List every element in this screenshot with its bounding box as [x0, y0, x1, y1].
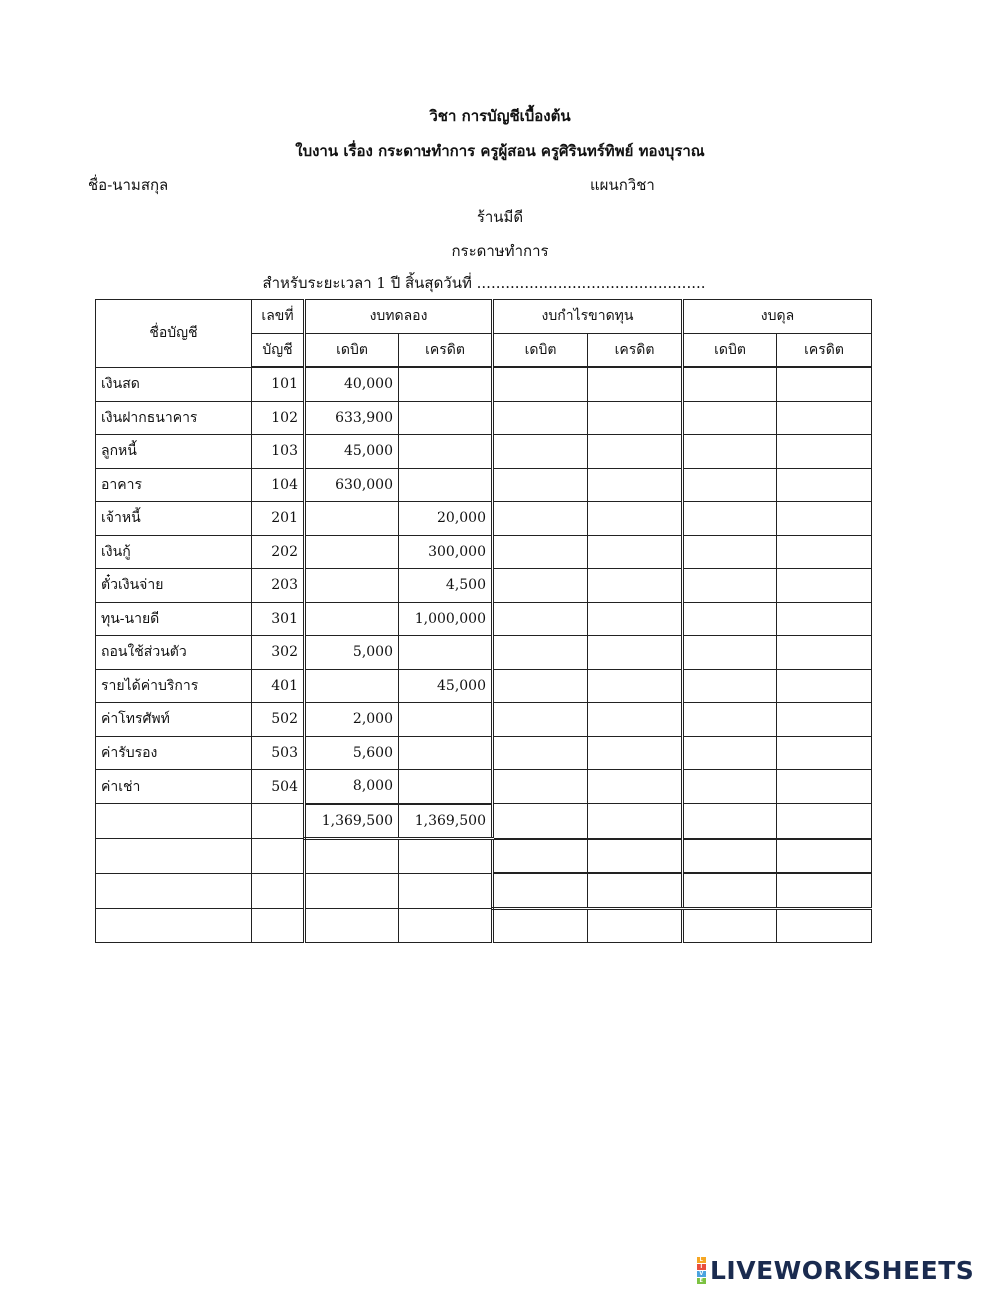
- subject-title: วิชา การบัญชีเบื้องต้น: [429, 107, 571, 125]
- account-name-cell: รายได้ค่าบริการ: [96, 669, 252, 703]
- account-name-cell: ตั๋วเงินจ่าย: [96, 569, 252, 603]
- trial-debit-cell: 40,000: [305, 367, 399, 401]
- trial-debit-cell[interactable]: [305, 839, 399, 874]
- header-trial-credit: เครดิต: [399, 333, 493, 367]
- balance-credit-cell[interactable]: [777, 367, 872, 401]
- account-no-cell: 301: [252, 602, 305, 636]
- account-no-cell: 503: [252, 736, 305, 770]
- trial-debit-cell[interactable]: [305, 873, 399, 908]
- income-debit-cell[interactable]: [493, 636, 588, 670]
- department-label: แผนกวิชา: [590, 176, 655, 194]
- table-row: [96, 401, 872, 435]
- trial-credit-cell: [399, 435, 493, 469]
- balance-debit-cell[interactable]: [683, 703, 777, 737]
- income-credit-cell[interactable]: [588, 535, 683, 569]
- trial-debit-cell: 630,000: [305, 468, 399, 502]
- header-balance-credit: เครดิต: [777, 333, 872, 367]
- worksheet-line: ใบงาน เรื่อง กระดาษทำการ ครูผู้สอน ครูศิรินทร์ทิพย์ ทองบุราณ: [295, 142, 705, 160]
- header-income-credit: เครดิต: [588, 333, 683, 367]
- balance-debit-cell[interactable]: [683, 839, 777, 874]
- income-credit-cell[interactable]: [588, 873, 683, 908]
- balance-debit-cell[interactable]: [683, 401, 777, 435]
- table-row: [96, 535, 872, 569]
- account-name-cell: ถอนใช้ส่วนตัว: [96, 636, 252, 670]
- trial-credit-cell: [399, 367, 493, 401]
- balance-debit-cell[interactable]: [683, 804, 777, 839]
- balance-credit-cell[interactable]: [777, 401, 872, 435]
- balance-credit-cell[interactable]: [777, 873, 872, 908]
- income-credit-cell[interactable]: [588, 502, 683, 536]
- account-name-cell: เงินฝากธนาคาร: [96, 401, 252, 435]
- blank-row: [96, 873, 872, 908]
- income-debit-cell[interactable]: [493, 669, 588, 703]
- income-credit-cell[interactable]: [588, 908, 683, 943]
- balance-credit-cell[interactable]: [777, 839, 872, 874]
- income-debit-cell[interactable]: [493, 839, 588, 874]
- income-debit-cell[interactable]: [493, 468, 588, 502]
- header-balance-sheet: งบดุล: [683, 300, 872, 334]
- table-row: [96, 502, 872, 536]
- account-no-cell: [252, 873, 305, 908]
- account-no-cell: 401: [252, 669, 305, 703]
- balance-debit-cell[interactable]: [683, 569, 777, 603]
- trial-credit-cell[interactable]: [399, 908, 493, 943]
- trial-debit-cell: 633,900: [305, 401, 399, 435]
- trial-debit-cell: 5,000: [305, 636, 399, 670]
- income-debit-cell[interactable]: [493, 401, 588, 435]
- income-credit-cell[interactable]: [588, 367, 683, 401]
- shop-name: ร้านมีดี: [476, 208, 524, 226]
- account-no-cell: [252, 804, 305, 839]
- period-line: สำหรับระยะเวลา 1 ปี สิ้นสุดวันที่ ................................................: [262, 274, 706, 292]
- income-credit-cell[interactable]: [588, 435, 683, 469]
- account-name-cell: [96, 908, 252, 943]
- trial-credit-cell: 20,000: [399, 502, 493, 536]
- account-name-cell: ค่าเช่า: [96, 770, 252, 804]
- account-name-cell: อาคาร: [96, 468, 252, 502]
- account-name-cell: ค่ารับรอง: [96, 736, 252, 770]
- account-no-cell: 104: [252, 468, 305, 502]
- table-row: [96, 435, 872, 469]
- account-name-cell: ทุน-นายดี: [96, 602, 252, 636]
- income-debit-cell[interactable]: [493, 770, 588, 804]
- income-debit-cell[interactable]: [493, 435, 588, 469]
- trial-debit-cell: 2,000: [305, 703, 399, 737]
- balance-debit-cell[interactable]: [683, 669, 777, 703]
- header-account-name: ชื่อบัญชี: [96, 300, 252, 368]
- trial-credit-cell: 45,000: [399, 669, 493, 703]
- account-no-cell: 502: [252, 703, 305, 737]
- table-row: [96, 636, 872, 670]
- account-no-cell: 302: [252, 636, 305, 670]
- worksheet-table: [95, 299, 872, 943]
- balance-credit-cell[interactable]: [777, 602, 872, 636]
- totals-row: [96, 804, 872, 839]
- income-credit-cell[interactable]: [588, 770, 683, 804]
- income-debit-cell[interactable]: [493, 703, 588, 737]
- logo-mark-block: V: [697, 1271, 706, 1277]
- account-no-cell: 102: [252, 401, 305, 435]
- balance-credit-cell[interactable]: [777, 804, 872, 839]
- trial-debit-cell: [305, 502, 399, 536]
- income-debit-cell[interactable]: [493, 602, 588, 636]
- logo-mark-block: I: [697, 1264, 706, 1270]
- income-debit-cell[interactable]: [493, 502, 588, 536]
- account-name-cell: ค่าโทรศัพท์: [96, 703, 252, 737]
- balance-credit-cell[interactable]: [777, 468, 872, 502]
- trial-credit-cell: [399, 770, 493, 804]
- trial-credit-cell[interactable]: [399, 839, 493, 874]
- account-name-cell: [96, 873, 252, 908]
- trial-credit-cell: 1,000,000: [399, 602, 493, 636]
- income-debit-cell[interactable]: [493, 535, 588, 569]
- trial-debit-cell: 8,000: [305, 770, 399, 804]
- balance-debit-cell[interactable]: [683, 873, 777, 908]
- balance-credit-cell[interactable]: [777, 736, 872, 770]
- balance-debit-cell[interactable]: [683, 535, 777, 569]
- trial-debit-cell: [305, 535, 399, 569]
- balance-debit-cell[interactable]: [683, 468, 777, 502]
- trial-credit-cell: 4,500: [399, 569, 493, 603]
- header-account-no-line1: เลขที่: [252, 300, 305, 334]
- blank-row: [96, 839, 872, 874]
- income-credit-cell[interactable]: [588, 804, 683, 839]
- income-debit-cell[interactable]: [493, 736, 588, 770]
- income-debit-cell[interactable]: [493, 908, 588, 943]
- income-credit-cell[interactable]: [588, 401, 683, 435]
- balance-credit-cell[interactable]: [777, 770, 872, 804]
- account-name-cell: [96, 839, 252, 874]
- logo-text: LIVEWORKSHEETS: [710, 1256, 975, 1285]
- trial-credit-cell: [399, 636, 493, 670]
- balance-debit-cell[interactable]: [683, 502, 777, 536]
- table-row: [96, 367, 872, 401]
- header-income-debit: เดบิต: [493, 333, 588, 367]
- table-row: [96, 569, 872, 603]
- table-row: [96, 770, 872, 804]
- income-credit-cell[interactable]: [588, 636, 683, 670]
- account-name-cell: เจ้าหนี้: [96, 502, 252, 536]
- trial-debit-cell: [305, 569, 399, 603]
- trial-credit-cell: [399, 468, 493, 502]
- header-trial-balance: งบทดลอง: [305, 300, 493, 334]
- account-name-cell: เงินสด: [96, 367, 252, 401]
- trial-debit-cell: 5,600: [305, 736, 399, 770]
- income-credit-cell[interactable]: [588, 468, 683, 502]
- income-debit-cell[interactable]: [493, 569, 588, 603]
- balance-credit-cell[interactable]: [777, 535, 872, 569]
- trial-debit-cell: [305, 602, 399, 636]
- account-name-cell: ลูกหนี้: [96, 435, 252, 469]
- trial-debit-cell: [305, 669, 399, 703]
- table-row: [96, 736, 872, 770]
- balance-credit-cell[interactable]: [777, 703, 872, 737]
- trial-debit-cell: 45,000: [305, 435, 399, 469]
- account-name-cell: เงินกู้: [96, 535, 252, 569]
- trial-credit-cell: [399, 703, 493, 737]
- liveworksheets-logo: [697, 1256, 974, 1285]
- income-credit-cell[interactable]: [588, 602, 683, 636]
- trial-credit-cell: [399, 736, 493, 770]
- trial-credit-cell: [399, 401, 493, 435]
- balance-credit-cell[interactable]: [777, 502, 872, 536]
- account-name-cell: [96, 804, 252, 839]
- income-credit-cell[interactable]: [588, 839, 683, 874]
- header-balance-debit: เดบิต: [683, 333, 777, 367]
- trial-credit-cell: 1,369,500: [399, 804, 493, 839]
- trial-credit-cell: 300,000: [399, 535, 493, 569]
- balance-debit-cell[interactable]: [683, 736, 777, 770]
- balance-credit-cell[interactable]: [777, 669, 872, 703]
- account-no-cell: [252, 908, 305, 943]
- balance-debit-cell[interactable]: [683, 602, 777, 636]
- balance-credit-cell[interactable]: [777, 636, 872, 670]
- account-no-cell: 103: [252, 435, 305, 469]
- header-trial-debit: เดบิต: [305, 333, 399, 367]
- account-no-cell: 202: [252, 535, 305, 569]
- table-row: [96, 468, 872, 502]
- balance-debit-cell[interactable]: [683, 908, 777, 943]
- header-account-no-line2: บัญชี: [252, 333, 305, 367]
- income-debit-cell[interactable]: [493, 873, 588, 908]
- income-debit-cell[interactable]: [493, 367, 588, 401]
- balance-credit-cell[interactable]: [777, 435, 872, 469]
- table-row: [96, 602, 872, 636]
- balance-credit-cell[interactable]: [777, 908, 872, 943]
- logo-mark-block: E: [697, 1278, 706, 1284]
- document-title: กระดาษทำการ: [451, 242, 549, 260]
- account-no-cell: 504: [252, 770, 305, 804]
- income-credit-cell[interactable]: [588, 569, 683, 603]
- balance-credit-cell[interactable]: [777, 569, 872, 603]
- balance-debit-cell[interactable]: [683, 367, 777, 401]
- balance-debit-cell[interactable]: [683, 636, 777, 670]
- account-no-cell: 203: [252, 569, 305, 603]
- blank-row: [96, 908, 872, 943]
- trial-debit-cell: 1,369,500: [305, 804, 399, 839]
- balance-debit-cell[interactable]: [683, 435, 777, 469]
- liveworksheets-mark-icon: [697, 1257, 706, 1284]
- table-row: [96, 669, 872, 703]
- header-income-statement: งบกำไรขาดทุน: [493, 300, 683, 334]
- trial-credit-cell[interactable]: [399, 873, 493, 908]
- account-no-cell: [252, 839, 305, 874]
- trial-debit-cell[interactable]: [305, 908, 399, 943]
- balance-debit-cell[interactable]: [683, 770, 777, 804]
- name-label: ชื่อ-นามสกุล: [88, 176, 169, 194]
- logo-mark-block: L: [697, 1257, 706, 1263]
- account-no-cell: 201: [252, 502, 305, 536]
- income-credit-cell[interactable]: [588, 669, 683, 703]
- income-credit-cell[interactable]: [588, 703, 683, 737]
- income-credit-cell[interactable]: [588, 736, 683, 770]
- income-debit-cell[interactable]: [493, 804, 588, 839]
- table-row: [96, 703, 872, 737]
- account-no-cell: 101: [252, 367, 305, 401]
